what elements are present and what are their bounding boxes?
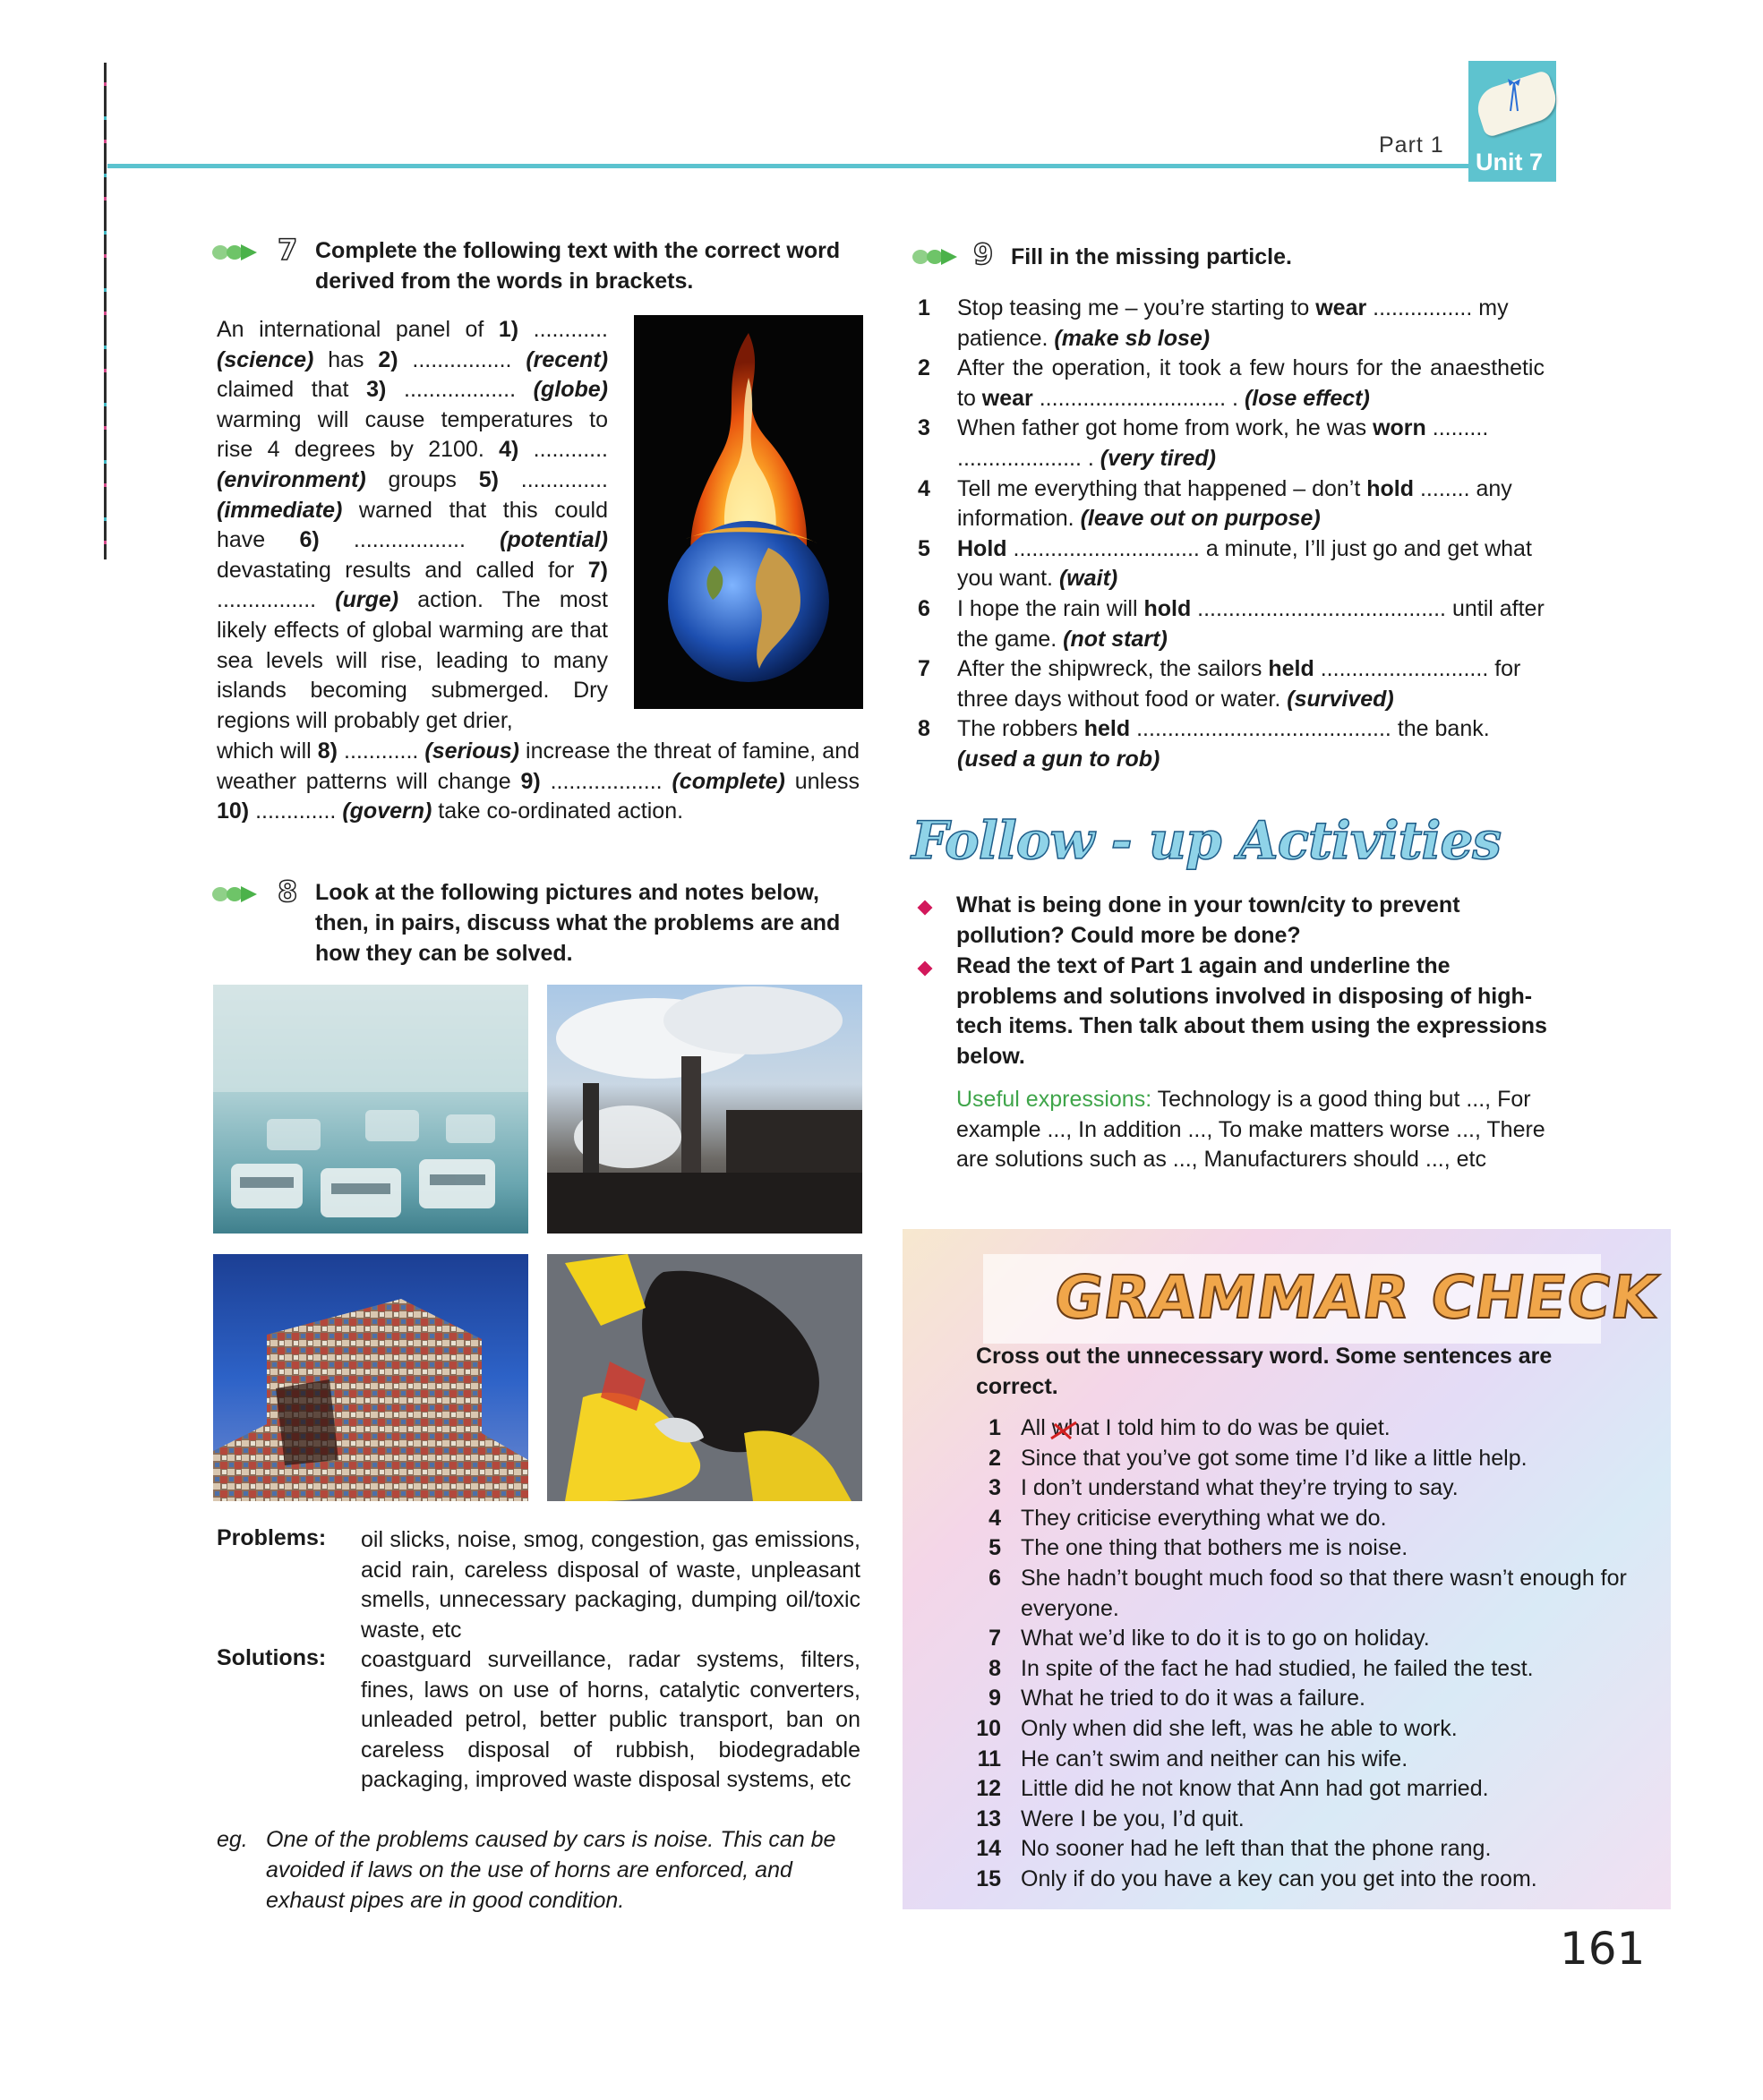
useful-expressions-label: Useful expressions: [956,1087,1152,1112]
useful-expressions-text: Technology is a good thing but ..., For example ..., In addition ..., To make matters worse ..., There are solutions such as ..., Manufacturers should ..., etc [956,1087,1545,1173]
bullet-diamond-icon [918,961,933,977]
exercise-8-instruction: Look at the following pictures and notes below, then, in pairs, discuss what the problems are and how they can be solved. [315,880,841,966]
list-item: 14 No sooner had he left than that the phone rang. [976,1836,1492,1862]
list-item: 8 In spite of the fact he had studied, he failed the test. [988,1655,1534,1681]
follow-up-title: Follow - up Activities [911,810,1501,871]
factory-smoke-image [547,985,862,1234]
list-item: 7 What we’d like to do it is to go on holiday. [988,1626,1430,1652]
grammar-check-list [938,1413,1637,1895]
exercise-8-number: 8 [278,875,298,909]
rubbish-pile-image [213,1254,528,1501]
list-item: 3 I don’t understand what they’re trying to say. [988,1475,1459,1501]
burning-globe-image [634,315,863,709]
list-item: 6 I hope the rain will hold ........................................ until after the game. (not start) [918,595,1545,652]
problems-label: Problems: [217,1525,327,1550]
exercise-9-number: 9 [973,237,994,271]
list-item: 7 After the shipwreck, the sailors held ........................... for three days without food or water. (survived) [918,656,1521,712]
list-item: 15 Only if do you have a key can you get into the room. [976,1865,1537,1891]
unit-label: Unit 7 [1476,149,1544,175]
exercise-7-text-continued: which will 8) ............ (serious) increase the threat of famine, and weather patterns will change 9) .................. (complete) unless 10) ............. (govern) take co-ordinated action. [217,738,860,824]
traffic-smog-image [213,985,528,1234]
follow-up-bullet: Read the text of Part 1 again and underline the problems and solutions involved in disposing of high-tech items. Then talk about them using the expressions below. [956,953,1547,1069]
exercise-9-list [918,294,1545,775]
list-item: 4 They criticise everything what we do. [988,1505,1387,1531]
list-item: 13 Were I be you, I’d quit. [976,1805,1245,1831]
exercise-arrow-icon [211,242,258,263]
left-margin-bar [104,63,107,559]
list-item: 12 Little did he not know that Ann had got married. [976,1776,1489,1802]
part-label: Part 1 [1379,132,1444,158]
unit-tab [1468,61,1556,182]
example-label: eg. [217,1827,248,1852]
list-item: 6 She hadn’t bought much food so that there wasn’t enough for everyone. [988,1565,1627,1621]
page-number: 161 [1560,1923,1646,1975]
solutions-text: coastguard surveillance, radar systems, filters, fines, laws on use of horns, catalytic converters, unleaded petrol, better public transport, ban on careless disposal of rubbish, biodegradable packaging, improved waste disposal systems, etc [361,1647,860,1793]
list-item: 2 Since that you’ve got some time I’d like a little help. [988,1445,1528,1471]
list-item: 11 He can’t swim and neither can his wife. [977,1746,1408,1771]
list-item: 10 Only when did she left, was he able to work. [976,1715,1458,1741]
list-item: 1 All what I told him to do was be quiet. [988,1415,1391,1440]
problems-text: oil slicks, noise, smog, congestion, gas emissions, acid rain, careless disposal of waste, unpleasant smells, unnecessary packaging, dumping oil/toxic waste, etc [361,1527,860,1643]
exercise-arrow-icon [911,246,958,268]
list-item: 5 Hold .............................. a minute, I’ll just go and get what you want. (wait) [918,535,1532,592]
ribbon-icon [1504,79,1524,113]
list-item: 3 When father got home from work, he was worn ......... .................... . (very tired) [918,415,1489,471]
list-item: 9 What he tried to do it was a failure. [988,1686,1365,1712]
header-rule [107,164,1468,168]
example-text: One of the problems caused by cars is noise. This can be avoided if laws on the use of horns are enforced, and exhaust pipes are in good condition. [266,1827,836,1913]
grammar-check-box [903,1229,1671,1909]
grammar-check-title: GRAMMAR CHECK [1049,1263,1664,1332]
exercise-7-number: 7 [278,233,298,267]
list-item: 4 Tell me everything that happened – don’t hold ........ any information. (leave out on purpose) [918,475,1512,532]
exercise-7-instruction: Complete the following text with the correct word derived from the words in brackets. [315,238,841,294]
oil-covered-bird-image [547,1254,862,1501]
exercise-arrow-icon [211,884,258,905]
list-item: 5 The one thing that bothers me is noise. [988,1535,1408,1561]
list-item: 1 Stop teasing me – you’re starting to wear ................ my patience. (make sb lose) [918,295,1509,351]
useful-expressions [956,1085,1574,1175]
list-item: 2 After the operation, it took a few hours for the anaesthetic to wear .............................. . (lose effect) [918,355,1545,411]
follow-up-bullet: What is being done in your town/city to prevent pollution? Could more be done? [956,892,1460,948]
solutions-label: Solutions: [217,1645,327,1670]
exercise-7-text: An international panel of 1) ............ (science) has 2) ................ (recent) claimed that 3) .................. (globe) warming will cause temperatures to rise 4 degrees by 2100. 4) ............ (environment) groups 5) .............. (immediate) warned that this could have 6) .................. (potential) devastating results and called for 7) ................ (urge) action. The most likely effects of global warming are that sea levels will rise, leading to many islands becoming submerged. Dry regions will probably get drier, [217,317,609,733]
example-sentence [217,1824,861,1916]
grammar-check-instruction: Cross out the unnecessary word. Some sentences are correct. [976,1344,1553,1399]
bullet-diamond-icon [918,901,933,916]
cross-out-mark-icon [1049,1419,1080,1442]
list-item: 8 The robbers held ......................................... the bank. (used a gun to rob) [918,716,1490,772]
exercise-9-instruction: Fill in the missing particle. [1011,244,1292,269]
